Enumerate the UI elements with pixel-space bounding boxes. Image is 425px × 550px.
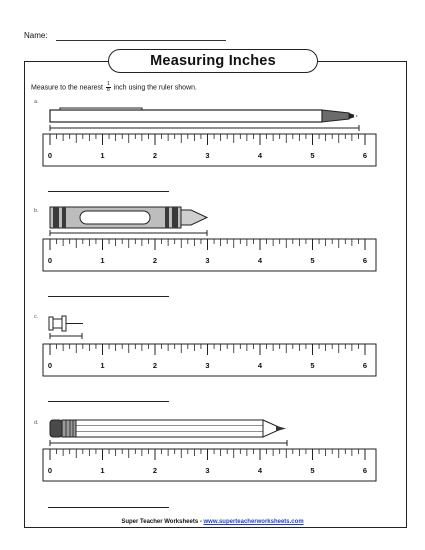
ruler-number: 3 xyxy=(205,361,210,370)
ruler-d xyxy=(43,449,376,481)
ruler-number: 5 xyxy=(310,256,315,265)
page-title-text: Measuring Inches xyxy=(150,53,276,69)
crayon-icon xyxy=(50,207,207,228)
ruler-number: 5 xyxy=(310,466,315,475)
ruler-number: 2 xyxy=(152,151,158,160)
pushpin-icon xyxy=(49,316,83,331)
ruler-number: 2 xyxy=(152,256,158,265)
ruler-number: 5 xyxy=(310,151,315,160)
instructions-after: inch using the ruler shown. xyxy=(113,84,197,92)
measure-bracket-a xyxy=(50,125,359,131)
measure-bracket-d xyxy=(50,440,287,446)
ruler-number: 4 xyxy=(257,256,263,265)
footer xyxy=(0,519,425,525)
item-a-label: a. xyxy=(34,99,39,105)
ruler-number: 1 xyxy=(100,466,105,475)
ruler-number: 1 xyxy=(100,361,105,370)
fraction-denominator: 8 xyxy=(106,87,110,93)
ruler-number: 2 xyxy=(152,361,158,370)
name-label: Name: xyxy=(24,31,48,40)
footer-brand: Super Teacher Worksheets xyxy=(121,519,199,525)
ruler-number: 5 xyxy=(310,361,315,370)
pen-icon xyxy=(50,108,358,122)
ruler-body xyxy=(43,449,376,481)
ruler-number: 4 xyxy=(257,466,263,475)
ruler-number: 1 xyxy=(100,151,105,160)
ruler-number: 6 xyxy=(362,256,368,265)
ruler-body xyxy=(43,344,376,376)
ruler-number: 6 xyxy=(362,466,368,475)
ruler-number: 3 xyxy=(205,151,210,160)
ruler-number: 0 xyxy=(47,361,53,370)
ruler-number: 3 xyxy=(205,256,210,265)
ruler-c xyxy=(43,344,376,376)
ruler-number: 0 xyxy=(47,151,53,160)
ruler-number: 0 xyxy=(47,466,53,475)
ruler-number: 2 xyxy=(152,466,158,475)
ruler-b xyxy=(43,239,376,271)
fraction-numerator: 1 xyxy=(106,81,110,87)
ruler-body xyxy=(43,239,376,271)
pencil-icon xyxy=(50,420,286,437)
item-b-label: b. xyxy=(34,208,39,214)
ruler-number: 0 xyxy=(47,256,53,265)
ruler-number: 4 xyxy=(257,361,263,370)
measure-bracket-c xyxy=(50,333,82,339)
ruler-number: 3 xyxy=(205,466,210,475)
ruler-number: 6 xyxy=(362,151,368,160)
instructions-before: Measure to the nearest xyxy=(31,84,103,92)
ruler-number: 4 xyxy=(257,151,263,160)
ruler-number: 1 xyxy=(100,256,105,265)
footer-separator: - xyxy=(198,519,204,525)
ruler-number: 6 xyxy=(362,361,368,370)
footer-site-link[interactable]: www.superteacherworksheets.com xyxy=(203,519,304,525)
measure-bracket-b xyxy=(50,230,207,236)
item-d-label: d. xyxy=(34,420,39,426)
ruler-a xyxy=(43,134,376,166)
item-c-label: c. xyxy=(34,314,39,320)
ruler-body xyxy=(43,134,376,166)
